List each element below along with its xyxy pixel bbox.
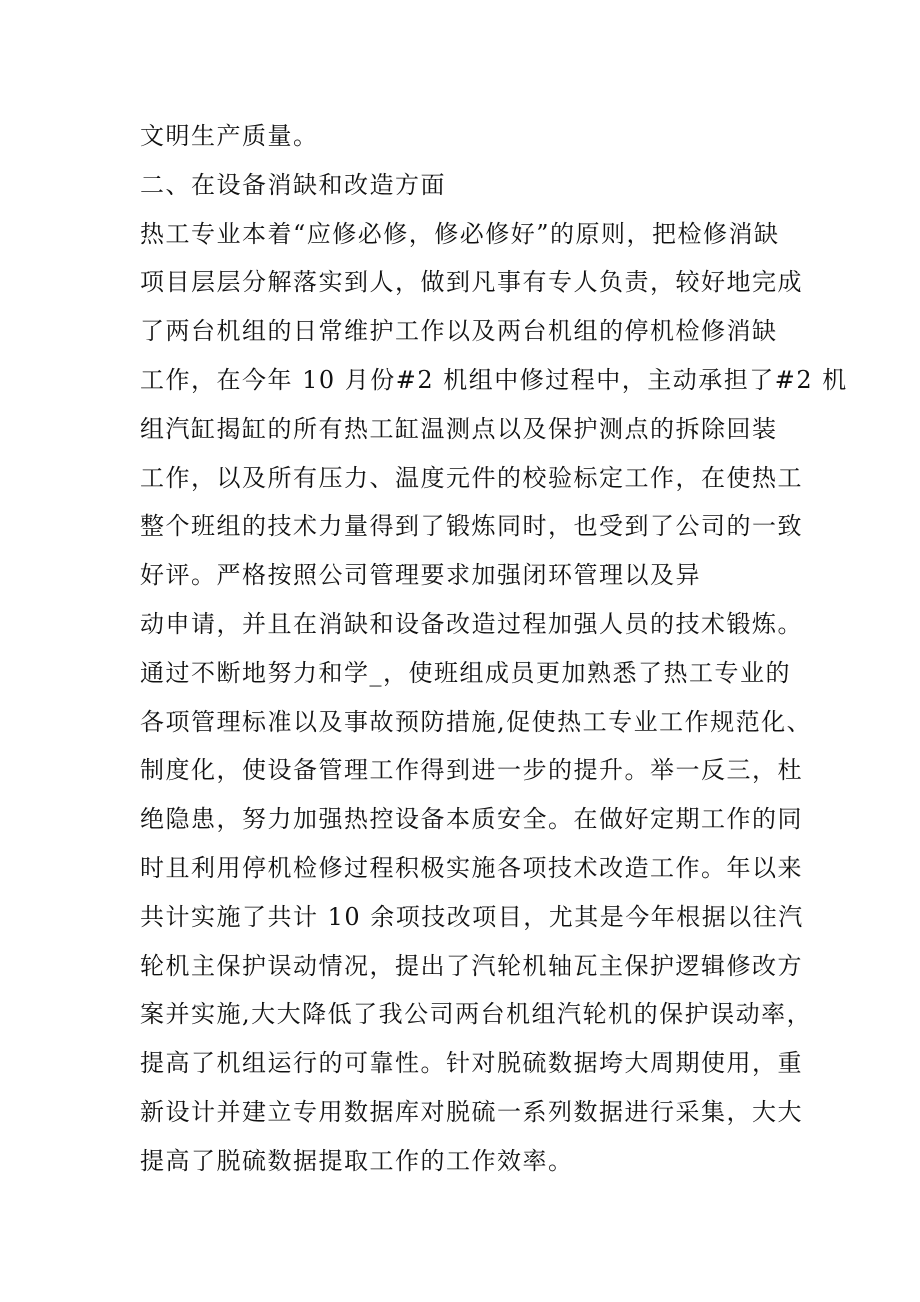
- text-line: 提高了机组运行的可靠性。针对脱硫数据垮大周期使用，重: [140, 1049, 803, 1078]
- text-line: 热工专业本着“应修必修，修必修好”的原则，把检修消缺: [140, 219, 780, 248]
- text-line: 动申请，并且在消缺和设备改造过程加强人员的技术锻炼。: [140, 609, 803, 638]
- text-line: 时且利用停机检修过程积极实施各项技术改造工作。年以来: [140, 853, 803, 882]
- text-line: 文明生产质量。: [140, 122, 319, 150]
- text-line: 共计实施了共计 10 余项技改项目，尤其是今年根据以往汽: [140, 902, 804, 931]
- text-line: 了两台机组的日常维护工作以及两台机组的停机检修消缺: [140, 317, 778, 346]
- text-line: 好评。严格按照公司管理要求加强闭环管理以及异: [140, 561, 701, 590]
- section-heading: 二、在设备消缺和改造方面: [140, 170, 446, 199]
- text-line: 案并实施,大大降低了我公司两台机组汽轮机的保护误动率，: [140, 1000, 813, 1029]
- text-line: 项目层层分解落实到人，做到凡事有专人负责，较好地完成: [140, 268, 803, 297]
- text-line: 通过不断地努力和学_，使班组成员更加熟悉了热工专业的: [140, 658, 791, 687]
- text-line: 工作，以及所有压力、温度元件的校验标定工作，在使热工: [140, 463, 803, 492]
- text-line: 轮机主保护误动情况，提出了汽轮机轴瓦主保护逻辑修改方: [140, 951, 803, 980]
- text-line: 提高了脱硫数据提取工作的工作效率。: [140, 1146, 574, 1175]
- text-line: 绝隐患，努力加强热控设备本质安全。在做好定期工作的同: [140, 805, 803, 834]
- text-line: 新设计并建立专用数据库对脱硫一系列数据进行采集，大大: [140, 1097, 803, 1126]
- text-line: 制度化，使设备管理工作得到进一步的提升。举一反三，杜: [140, 756, 803, 785]
- body-text: [140, 112, 848, 1186]
- text-line: 组汽缸揭缸的所有热工缸温测点以及保护测点的拆除回装: [140, 414, 778, 443]
- text-line: 各项管理标准以及事故预防措施,促使热工专业工作规范化、: [140, 707, 813, 736]
- text-line: 整个班组的技术力量得到了锻炼同时，也受到了公司的一致: [140, 512, 803, 541]
- text-line: 工作，在今年 10 月份#2 机组中修过程中，主动承担了#2 机: [140, 365, 848, 394]
